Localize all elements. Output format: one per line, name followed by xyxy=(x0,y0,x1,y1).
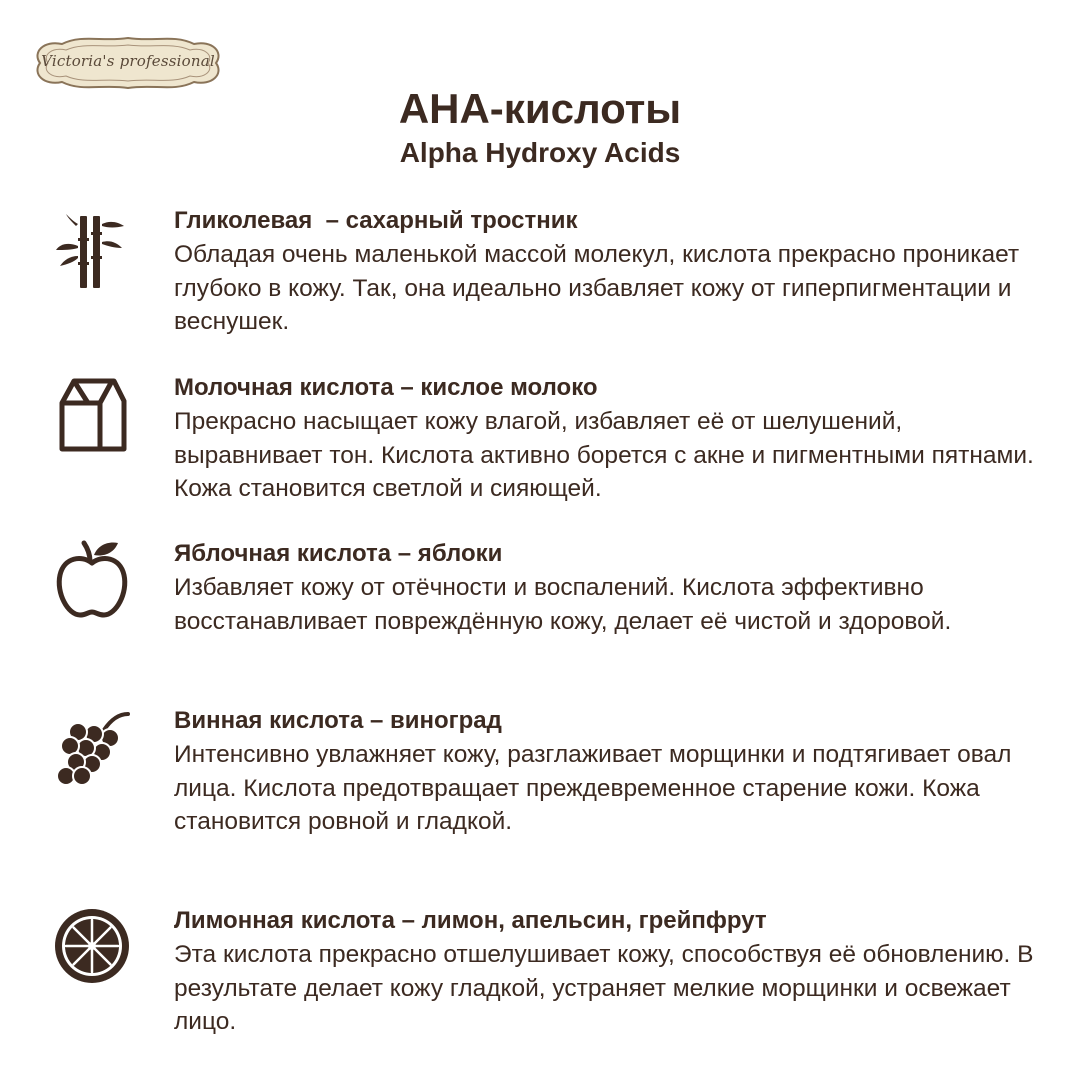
milk-carton-icon xyxy=(52,373,132,453)
acid-description: Прекрасно насыщает кожу влагой, избавляет её от шелушений, выравнивает тон. Кислота активно борется с акне и пигментными пятнами. Кожа становится светлой и сияющей. xyxy=(174,408,1034,502)
header xyxy=(0,84,1080,170)
bamboo-icon xyxy=(52,212,132,292)
acid-title: Гликолевая – сахарный тростник xyxy=(174,207,578,234)
acid-description: Избавляет кожу от отёчности и воспалений. Кислота эффективно восстанавливает повреждённую кожу, делает её чистой и здоровой. xyxy=(174,574,952,635)
acid-description: Обладая очень маленькой массой молекул, кислота прекрасно проникает глубоко в кожу. Так, она идеально избавляет кожу от гиперпигментации и веснушек. xyxy=(174,241,1020,335)
grapes-icon xyxy=(52,708,132,788)
acid-description: Эта кислота прекрасно отшелушивает кожу, способствуя её обновлению. В результате делает кожу гладкой, устраняет мелкие морщинки и освежает лицо. xyxy=(174,941,1034,1035)
acid-title: Молочная кислота – кислое молоко xyxy=(174,374,598,401)
acid-title: Яблочная кислота – яблоки xyxy=(174,540,503,567)
logo-text: Victoria's professional xyxy=(41,52,215,70)
acid-title: Винная кислота – виноград xyxy=(174,707,502,734)
acid-description: Интенсивно увлажняет кожу, разглаживает морщинки и подтягивает овал лица. Кислота предотвращает преждевременное старение кожи. Кожа становится ровной и гладкой. xyxy=(174,741,1012,835)
citrus-slice-icon xyxy=(52,906,132,986)
acid-title: Лимонная кислота – лимон, апельсин, грейпфрут xyxy=(174,907,767,934)
apple-icon xyxy=(52,539,132,619)
page-subtitle: Alpha Hydroxy Acids xyxy=(399,137,681,168)
page-title: АНА-кислоты xyxy=(398,85,682,132)
